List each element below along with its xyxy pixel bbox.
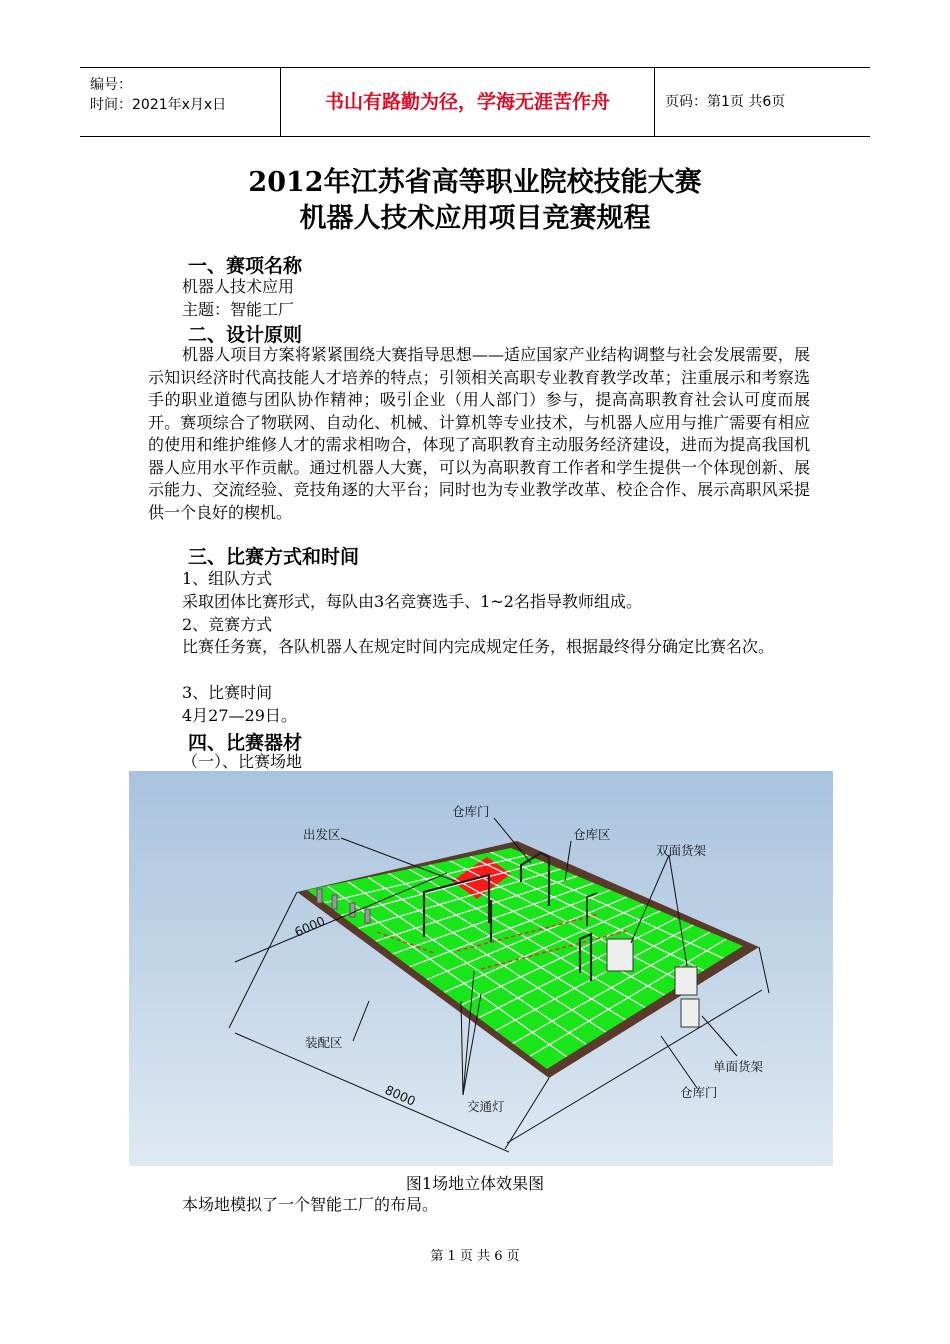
section-2-paragraph: 机器人项目方案将紧紧围绕大赛指导思想——适应国家产业结构调整与社会发展需要，展示知识经济时代高技能人才培养的特点；引领相关高职专业教育教学改革；注重展示和考察选手的职业道德与团队协作精神；吸引企业（用人部门）参与，提高高职教育社会认可度而展开。赛项综合了物联网、自动化、机械、计算机等专业技术，与机器人应用与推广需要有相应的使用和维护维修人才的需求相吻合，体现了高职教育主动服务经济建设，进而为提高我国机器人应用水平作贡献。通过机器人大赛，可以为高职教育工作者和学生提供一个体现创新、展示能力、交流经验、竞技角逐的大平台；同时也为专业教学改革、校企合作、展示高职风采提供一个良好的楔机。 <box>148 345 810 522</box>
header-meta <box>80 68 281 136</box>
page-footer: 第 1 页 共 6 页 <box>430 1249 520 1264</box>
label-start-zone: 出发区 <box>303 827 341 842</box>
time-label: 时间：2021年x月x日 <box>90 97 227 113</box>
doc-title-line1: 2012年江苏省高等职业院校技能大赛 <box>248 167 702 198</box>
section-1-heading: 一、赛项名称 <box>188 255 303 277</box>
figure-after-text: 本场地模拟了一个智能工厂的布局。 <box>182 1195 439 1214</box>
field-illustration <box>129 771 833 1166</box>
label-traffic-light: 交通灯 <box>467 1099 505 1114</box>
figure-caption: 图1场地立体效果图 <box>405 1174 545 1193</box>
label-assembly-zone: 装配区 <box>305 1035 343 1050</box>
label-warehouse-door-bottom: 仓库门 <box>680 1085 718 1100</box>
label-single-shelf: 单面货架 <box>713 1059 764 1074</box>
label-double-shelf: 双面货架 <box>656 843 707 858</box>
doc-title-line2: 机器人技术应用项目竞赛规程 <box>299 203 651 234</box>
section-1-line1: 机器人技术应用 <box>182 277 295 296</box>
section-3-sub1-text: 采取团体比赛形式，每队由3名竞赛选手、1~2名指导教师组成。 <box>182 592 642 611</box>
section-1-line2: 主题：智能工厂 <box>182 300 295 319</box>
label-dim-8000: 8000 <box>382 1082 418 1109</box>
section-4-heading: 四、比赛器材 <box>188 732 303 754</box>
label-warehouse-zone: 仓库区 <box>573 827 611 842</box>
section-3-sub2-text: 比赛任务赛，各队机器人在规定时间内完成规定任务，根据最终得分确定比赛名次。 <box>182 637 775 656</box>
page-header <box>80 67 870 137</box>
header-motto: 书山有路勤为径，学海无涯苦作舟 <box>281 68 655 136</box>
label-dim-6000: 6000 <box>292 913 328 940</box>
section-3-sub1: 1、组队方式 <box>182 569 273 588</box>
code-label: 编号： <box>90 77 132 93</box>
section-3-heading: 三、比赛方式和时间 <box>188 546 360 568</box>
section-2-heading: 二、设计原则 <box>188 324 303 346</box>
header-page-label: 页码：第1页 共6页 <box>665 94 786 110</box>
label-warehouse-door-top: 仓库门 <box>452 804 490 819</box>
section-3-sub3-text: 4月27—29日。 <box>182 706 297 725</box>
field-3d-figure <box>129 771 833 1166</box>
section-4-sub1: （一）、比赛场地 <box>182 752 303 771</box>
section-3-sub3: 3、比赛时间 <box>182 683 273 702</box>
section-3-sub2: 2、竞赛方式 <box>182 615 273 634</box>
